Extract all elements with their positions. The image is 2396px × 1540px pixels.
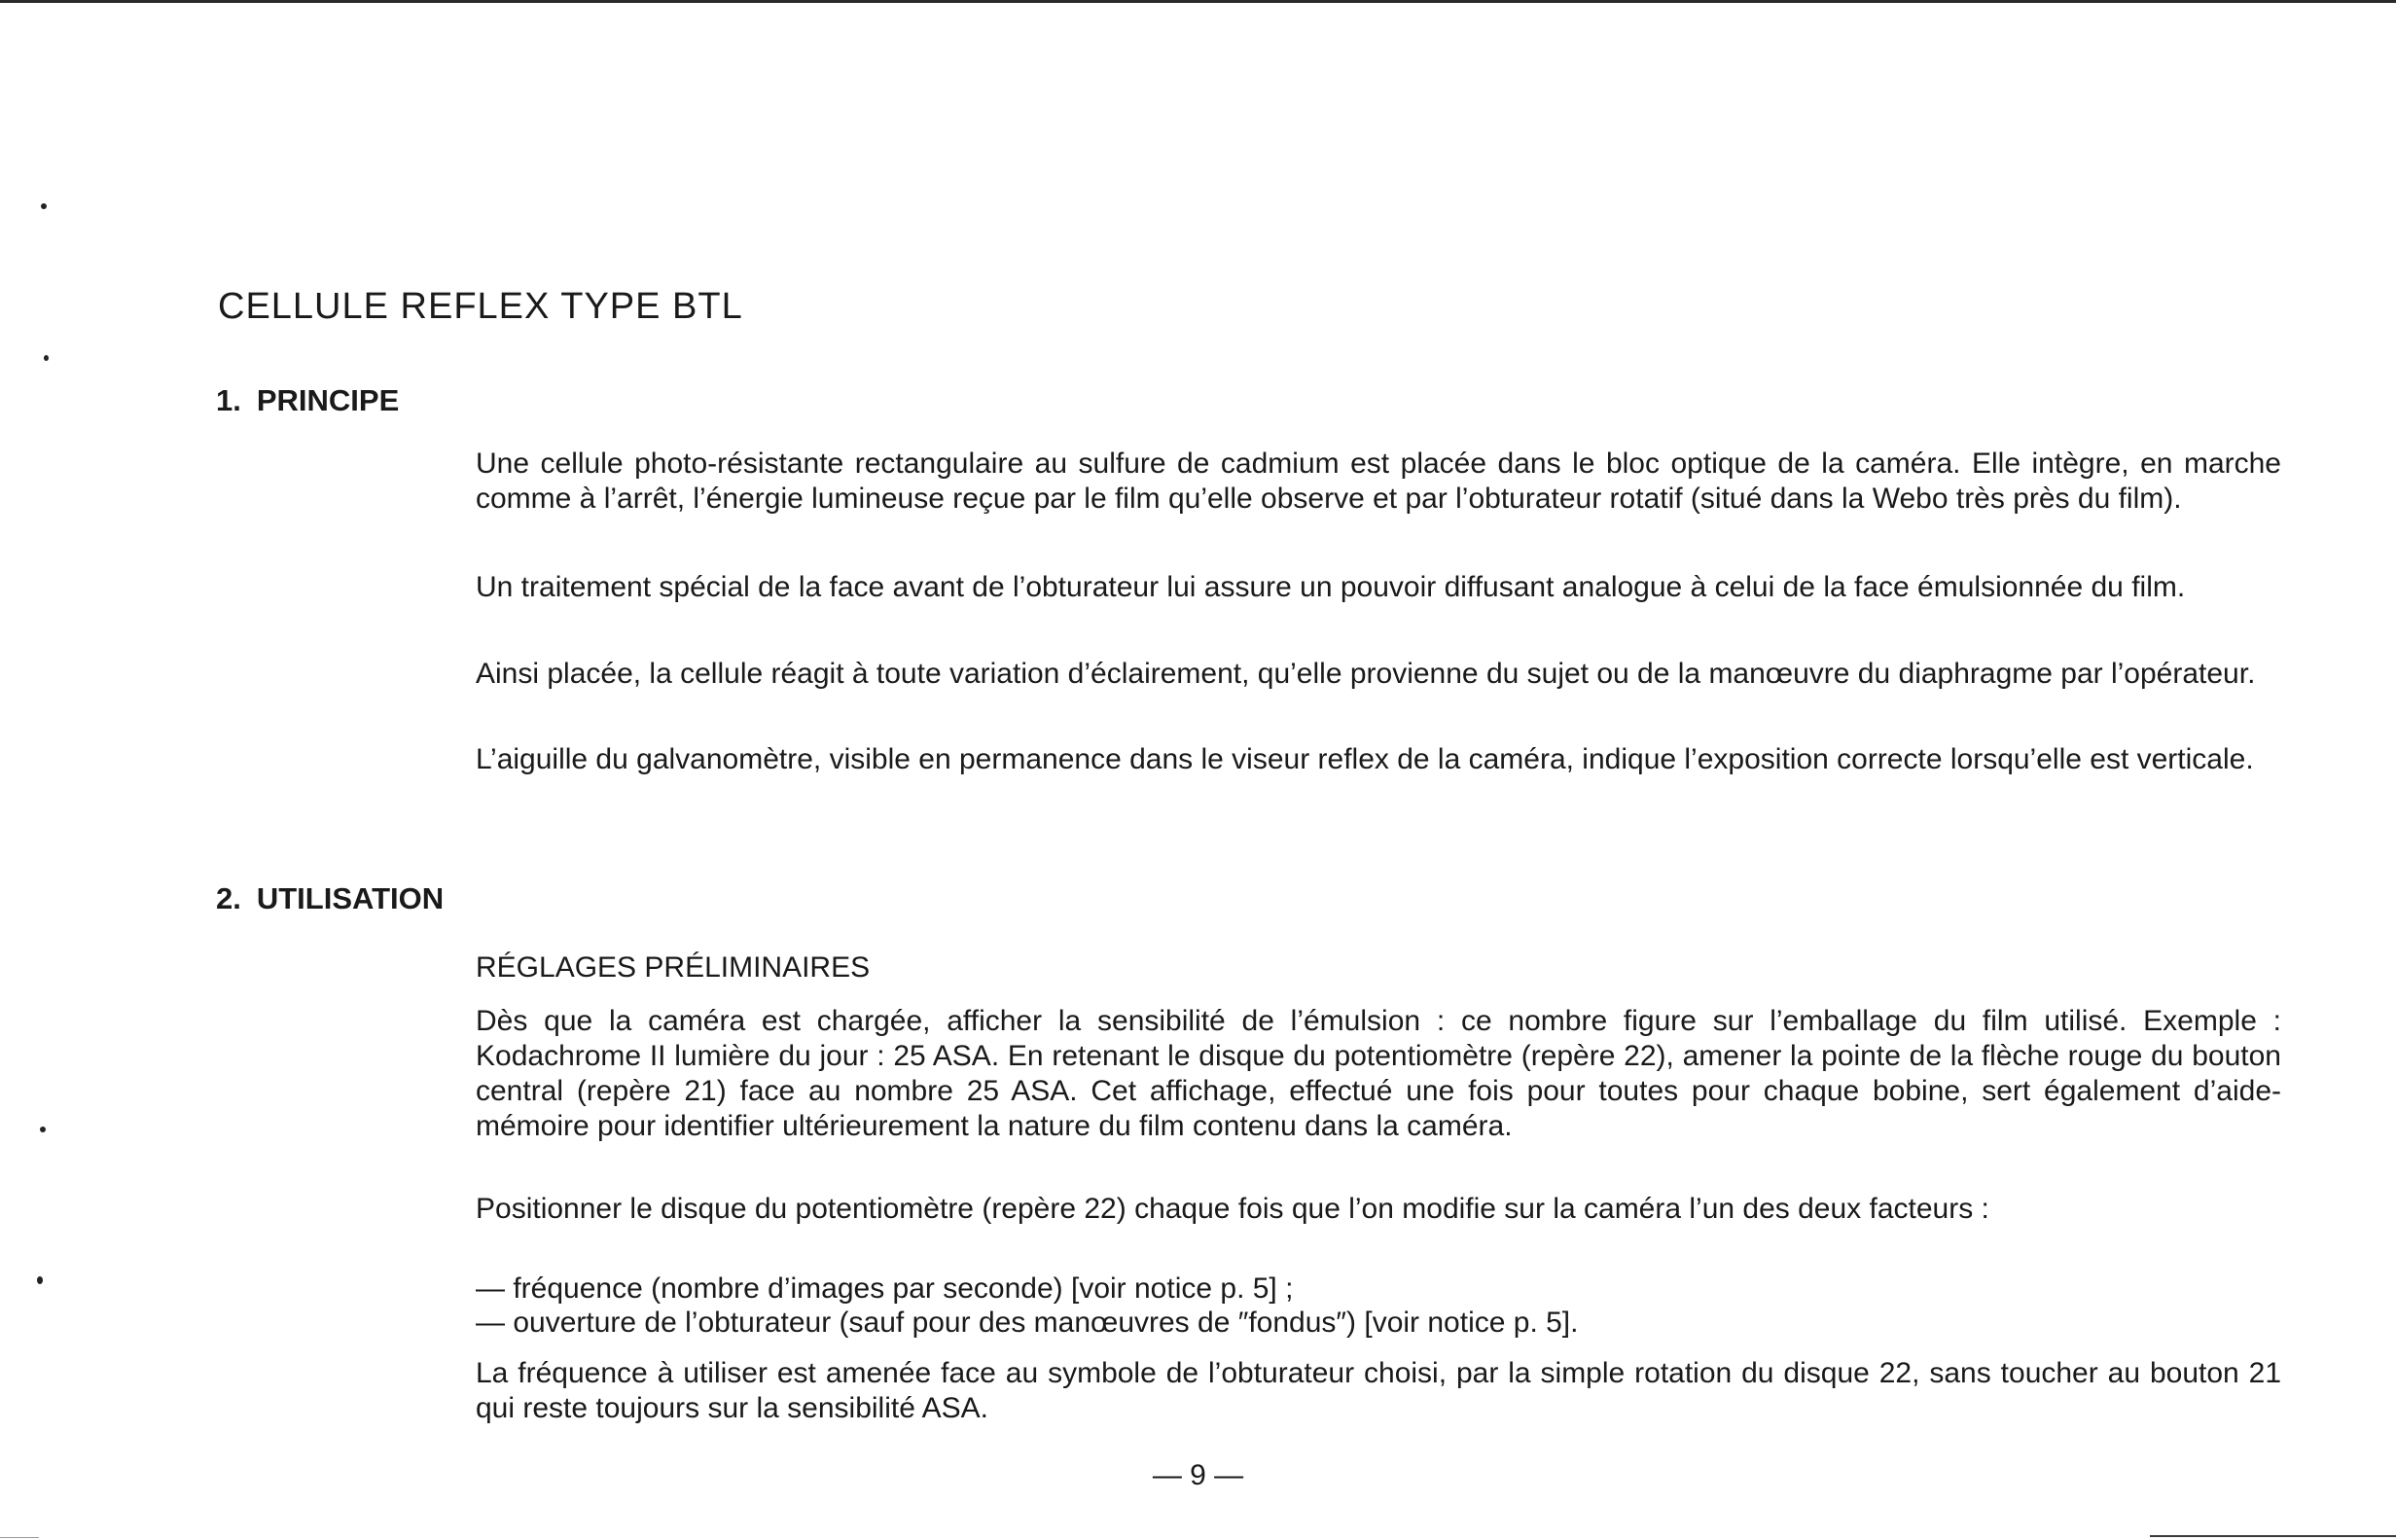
section-number: 2. xyxy=(216,881,241,915)
paragraph-utilisation-1: Dès que la caméra est chargée, afficher la sensibilité de l’émulsion : ce nombre figure sur l’emballage du film utilisé. Exemple : Kodachrome II lumière du jour : 25 ASA. En retenant le disque du potentiomètre (repère 22), amener la pointe de la flèche rouge du bouton central (repère 21) face au nombre 25 ASA. Cet affichage, effectué une fois pour toutes pour chaque bobine, sert également d’aide-mémoire pour identifier ultérieurement la nature du film contenu dans la caméra. xyxy=(476,1005,2281,1142)
scan-speck xyxy=(41,203,47,209)
paragraph-principe-4: L’aiguille du galvanomètre, visible en permanence dans le viseur reflex de la caméra, indique l’exposition correcte lorsqu’elle est verticale. xyxy=(476,743,2254,775)
paragraph-principe-2: Un traitement spécial de la face avant de l’obturateur lui assure un pouvoir diffusant analogue à celui de la face émulsionnée du film. xyxy=(476,571,2186,603)
list-item-frequence: — fréquence (nombre d’images par seconde) [voir notice p. 5] ; xyxy=(476,1272,1294,1305)
scan-speck xyxy=(40,1127,46,1132)
section-title: PRINCIPE xyxy=(256,383,400,417)
scan-speck xyxy=(37,1276,43,1284)
document-title: CELLULE REFLEX TYPE BTL xyxy=(218,286,743,327)
bottom-border-mark xyxy=(0,1537,39,1538)
bottom-border-line xyxy=(2150,1535,2396,1537)
section-heading-utilisation xyxy=(216,881,444,916)
paragraph-utilisation-3: La fréquence à utiliser est amenée face au symbole de l’obturateur choisi, par la simple rotation du disque 22, sans toucher au bouton 21 qui reste toujours sur la sensibilité ASA. xyxy=(476,1357,2281,1424)
section-heading-principe xyxy=(216,383,399,418)
section-number: 1. xyxy=(216,383,241,417)
paragraph-principe-3: Ainsi placée, la cellule réagit à toute variation d’éclairement, qu’elle provienne du sujet ou de la manœuvre du diaphragme par l’opérateur. xyxy=(476,658,2256,690)
section-title: UTILISATION xyxy=(256,881,445,915)
list-item-ouverture: — ouverture de l’obturateur (sauf pour des manœuvres de ″fondus″) [voir notice p. 5]. xyxy=(476,1307,1579,1339)
subheading-reglages: RÉGLAGES PRÉLIMINAIRES xyxy=(476,951,871,984)
paragraph-utilisation-2: Positionner le disque du potentiomètre (repère 22) chaque fois que l’on modifie sur la caméra l’un des deux facteurs : xyxy=(476,1193,1989,1225)
top-border-line xyxy=(0,0,2396,3)
page-number: — 9 — xyxy=(1152,1459,1244,1491)
paragraph-principe-1: Une cellule photo-résistante rectangulaire au sulfure de cadmium est placée dans le bloc optique de la caméra. Elle intègre, en marche comme à l’arrêt, l’énergie lumineuse reçue par le film qu’elle observe et par l’obturateur rotatif (situé dans la Webo très près du film). xyxy=(476,448,2281,515)
scan-speck xyxy=(44,355,49,361)
